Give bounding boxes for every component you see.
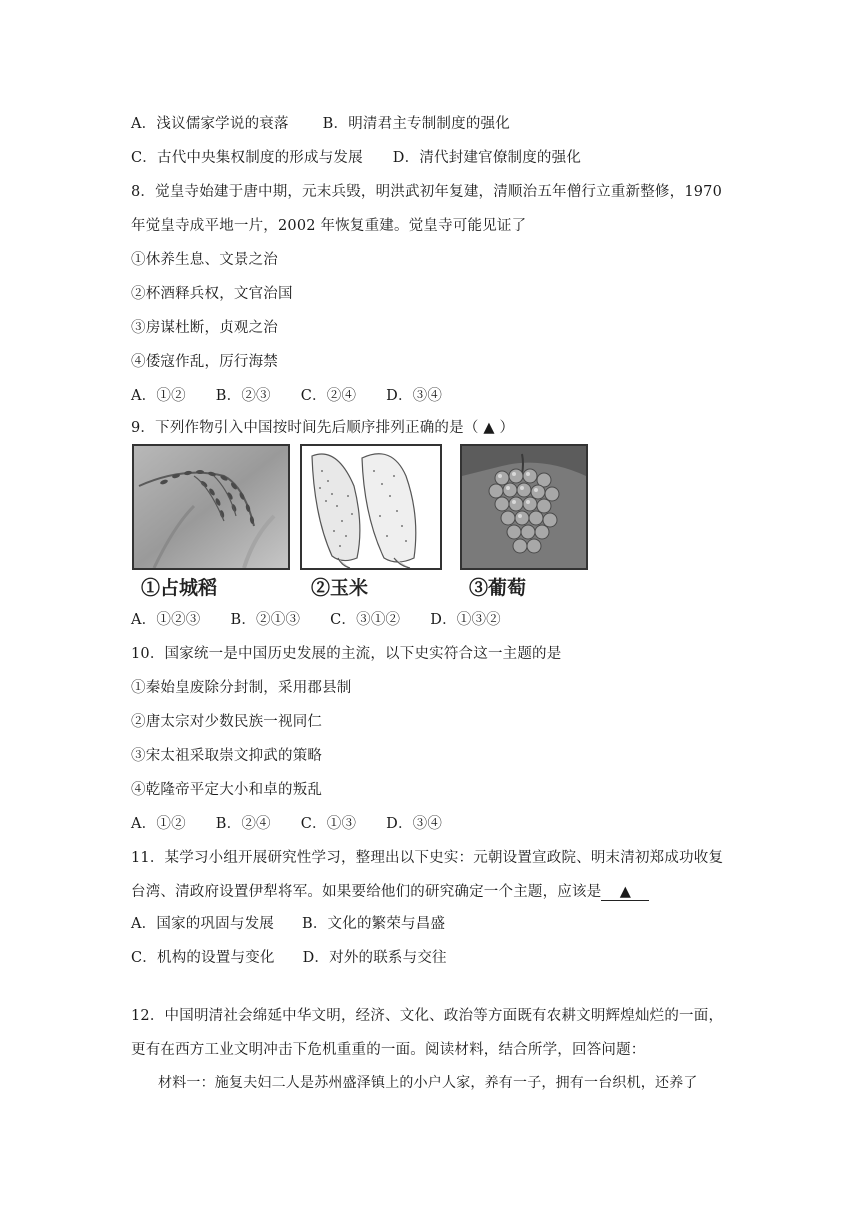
q7-option-b: B．明清君主专制制度的强化 <box>322 116 510 132</box>
grape-caption: ③葡萄 <box>469 577 527 599</box>
q11-stem-text: 台湾、清政府设置伊犁将军。如果要给他们的研究确定一个主题，应该是 <box>131 884 602 900</box>
q10-option-b: B．②④ <box>215 816 271 832</box>
q12-stem-line-2: 更有在西方工业文明冲击下危机重重的一面。阅读材料，结合所学，回答问题： <box>131 1042 646 1058</box>
q8-item-4: ④倭寇作乱，厉行海禁 <box>131 354 278 370</box>
q8-stem-line-2: 年觉皇寺成平地一片，2002 年恢复重建。觉皇寺可能见证了 <box>131 218 527 234</box>
q10-item-1: ①秦始皇废除分封制，采用郡县制 <box>131 680 352 696</box>
q10-stem: 10．国家统一是中国历史发展的主流，以下史实符合这一主题的是 <box>131 646 562 662</box>
q12-stem-line-1: 12．中国明清社会绵延中华文明，经济、文化、政治等方面既有农耕文明辉煌灿烂的一面， <box>131 1008 724 1024</box>
q11-options-row-1 <box>131 912 445 933</box>
q11-option-c: C．机构的设置与变化 <box>131 950 275 966</box>
q11-option-d: D．对外的联系与交往 <box>302 950 447 966</box>
q7-options-row-2 <box>131 146 581 167</box>
q10-item-3: ③宋太祖采取崇文抑武的策略 <box>131 748 323 764</box>
q10-option-a: A．①② <box>131 816 186 832</box>
rice-image <box>132 444 290 570</box>
q8-options <box>131 384 442 405</box>
q7-option-d: D．清代封建官僚制度的强化 <box>392 150 582 166</box>
q11-stem-line-1: 11．某学习小组开展研究性学习，整理出以下史实：元朝设置宣政院、明末清初郑成功收复 <box>131 850 724 866</box>
q8-option-c: C．②④ <box>300 388 357 404</box>
q10-option-c: C．①③ <box>300 816 357 832</box>
q8-stem-line-1: 8．觉皇寺始建于唐中期，元末兵毁，明洪武初年复建，清顺治五年僧行立重新整修，1970 <box>131 184 723 200</box>
q10-option-d: D．③④ <box>386 816 443 832</box>
rice-caption: ①占城稻 <box>141 577 218 599</box>
q11-answer-blank: ▲ <box>601 884 649 901</box>
q7-option-a: A．浅议儒家学说的衰落 <box>131 116 289 132</box>
q8-item-1: ①休养生息、文景之治 <box>131 252 278 268</box>
q11-options-row-2 <box>131 946 447 967</box>
q9-options <box>131 608 501 629</box>
corn-caption: ②玉米 <box>311 577 369 599</box>
q11-option-b: B．文化的繁荣与昌盛 <box>301 916 446 932</box>
q9-option-a: A．①②③ <box>131 612 201 628</box>
q7-option-c: C．古代中央集权制度的形成与发展 <box>131 150 363 166</box>
q8-item-3: ③房谋杜断，贞观之治 <box>131 320 278 336</box>
corn-image <box>300 444 442 570</box>
q10-item-4: ④乾隆帝平定大小和卓的叛乱 <box>131 782 323 798</box>
q7-options-row-1 <box>131 112 510 133</box>
q11-option-a: A．国家的巩固与发展 <box>131 916 274 932</box>
q8-item-2: ②杯酒释兵权，文官治国 <box>131 286 293 302</box>
q10-item-2: ②唐太宗对少数民族一视同仁 <box>131 714 323 730</box>
q9-option-c: C．③①② <box>330 612 401 628</box>
q12-material-1: 材料一：施复夫妇二人是苏州盛泽镇上的小户人家，养有一子，拥有一台织机，还养了 <box>158 1075 698 1091</box>
q8-option-b: B．②③ <box>215 388 271 404</box>
q11-stem-line-2 <box>131 880 649 901</box>
q9-option-d: D．①③② <box>430 612 501 628</box>
grape-image <box>460 444 588 570</box>
q9-stem: 9．下列作物引入中国按时间先后顺序排列正确的是（ ▲ ） <box>131 420 515 436</box>
q8-option-a: A．①② <box>131 388 186 404</box>
q10-options <box>131 812 442 833</box>
q9-crop-images <box>131 444 591 600</box>
q9-option-b: B．②①③ <box>230 612 301 628</box>
q8-option-d: D．③④ <box>386 388 443 404</box>
